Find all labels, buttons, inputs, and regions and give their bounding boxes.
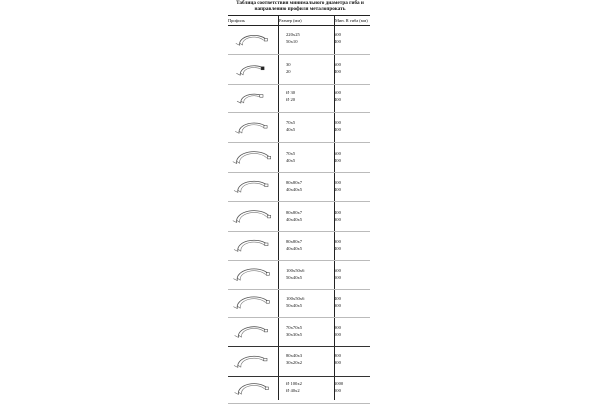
header-size: Размер (мм) bbox=[279, 18, 302, 23]
size-value: 80x80x7 bbox=[286, 210, 303, 215]
size-value: 80x80x7 bbox=[286, 180, 303, 185]
size-cell bbox=[278, 172, 334, 201]
radius-cell bbox=[334, 374, 370, 403]
table-row bbox=[228, 317, 370, 347]
size-cell bbox=[278, 55, 334, 84]
radius-value: 300 bbox=[334, 239, 341, 244]
radius-values bbox=[334, 62, 341, 75]
size-value: 80x80x7 bbox=[286, 239, 303, 244]
profile-cross-section bbox=[264, 358, 267, 361]
profile-inner-edge bbox=[243, 67, 261, 75]
table-row bbox=[228, 202, 370, 232]
flat-strip-bend-icon bbox=[232, 26, 276, 53]
size-value: 40x40x5 bbox=[286, 245, 303, 251]
radius-cell bbox=[334, 231, 370, 260]
size-value: 40x40x5 bbox=[286, 186, 303, 192]
size-values bbox=[286, 268, 304, 281]
profile-cross-section bbox=[265, 243, 268, 246]
table-row bbox=[228, 172, 370, 202]
profile-cross-section bbox=[268, 215, 271, 218]
angle-bend-flat-icon bbox=[232, 203, 276, 230]
radius-value: 500 bbox=[334, 180, 341, 185]
channel-bend-out-icon bbox=[232, 261, 276, 288]
angle-bend-tight-icon bbox=[232, 232, 276, 259]
radius-values bbox=[334, 210, 341, 223]
size-value: 70x5 bbox=[286, 120, 296, 125]
radius-cell bbox=[334, 288, 370, 317]
size-values bbox=[286, 120, 295, 133]
profile-cross-section bbox=[266, 301, 269, 304]
profile-outer-edge bbox=[240, 66, 263, 76]
profile-inner-edge bbox=[241, 328, 264, 337]
radius-value: 400 bbox=[334, 186, 341, 192]
profile-inner-edge bbox=[241, 385, 264, 394]
size-value: 30 bbox=[286, 62, 291, 67]
radius-values bbox=[334, 268, 341, 281]
profile-inner-edge bbox=[242, 125, 264, 133]
radius-values bbox=[334, 32, 341, 45]
radius-value: 600 bbox=[334, 90, 341, 95]
radius-value: 400 bbox=[334, 296, 341, 301]
profile-inner-edge bbox=[240, 271, 265, 281]
profile-inner-edge bbox=[244, 96, 260, 103]
angle-bend-out-icon bbox=[232, 114, 276, 141]
size-value: Ø 40x2 bbox=[286, 387, 300, 393]
size-values bbox=[286, 296, 304, 309]
profile-cross-section bbox=[261, 67, 264, 70]
size-values bbox=[286, 325, 302, 338]
size-value: 50x40x5 bbox=[286, 302, 303, 308]
profile-cross-section bbox=[266, 273, 269, 276]
size-value: 50x40x5 bbox=[286, 274, 303, 280]
round-bar-bend-icon bbox=[232, 84, 276, 111]
size-value: 50x10 bbox=[286, 38, 298, 44]
profile-cross-section bbox=[265, 184, 268, 187]
radius-value: 400 bbox=[334, 245, 341, 251]
radius-values bbox=[334, 180, 341, 193]
radius-value: 400 bbox=[334, 157, 341, 163]
radius-value: 600 bbox=[334, 151, 341, 156]
radius-cell bbox=[334, 317, 370, 346]
radius-cell bbox=[334, 113, 370, 142]
size-cell bbox=[278, 143, 334, 172]
angle-bend-in-icon bbox=[232, 173, 276, 200]
radius-value: 400 bbox=[334, 210, 341, 215]
radius-value: 500 bbox=[334, 331, 341, 337]
document-page bbox=[228, 0, 370, 400]
radius-value: 300 bbox=[334, 302, 341, 308]
rect-tube-bend-icon bbox=[232, 348, 276, 375]
size-value: 100x50x6 bbox=[286, 268, 305, 273]
size-value: 80x40x3 bbox=[286, 353, 303, 358]
profile-cross-section bbox=[268, 156, 271, 159]
size-value: Ø 20 bbox=[286, 96, 296, 102]
size-values bbox=[286, 381, 302, 394]
table-row bbox=[228, 231, 370, 261]
size-cell bbox=[278, 25, 334, 54]
round-tube-bend-icon bbox=[232, 375, 276, 402]
table-row bbox=[228, 55, 370, 85]
radius-value: 600 bbox=[334, 32, 341, 37]
radius-cell bbox=[334, 25, 370, 54]
radius-cell bbox=[334, 260, 370, 289]
radius-cell bbox=[334, 143, 370, 172]
size-cell bbox=[278, 260, 334, 289]
radius-value: 400 bbox=[334, 68, 341, 74]
profile-cross-section bbox=[265, 387, 268, 390]
size-cell bbox=[278, 231, 334, 260]
table-row bbox=[228, 347, 370, 377]
title-line-2: направлению профиля металопрокать bbox=[254, 6, 346, 13]
size-values bbox=[286, 151, 295, 164]
profile-cross-section bbox=[264, 329, 267, 332]
radius-values bbox=[334, 325, 341, 338]
radius-values bbox=[334, 353, 341, 366]
profile-inner-edge bbox=[241, 183, 265, 192]
size-value: 70x70x5 bbox=[286, 325, 303, 330]
radius-cell bbox=[334, 202, 370, 231]
size-values bbox=[286, 62, 291, 75]
size-cell bbox=[278, 83, 334, 112]
radius-values bbox=[334, 120, 341, 133]
radius-value: 600 bbox=[334, 62, 341, 67]
profile-inner-edge bbox=[243, 37, 264, 45]
radius-cell bbox=[334, 55, 370, 84]
size-values bbox=[286, 32, 300, 45]
square-bar-bend-icon bbox=[232, 56, 276, 83]
profile-inner-edge bbox=[240, 212, 267, 222]
size-values bbox=[286, 353, 302, 366]
radius-values bbox=[334, 239, 341, 252]
table-row bbox=[228, 83, 370, 113]
size-cell bbox=[278, 374, 334, 403]
square-tube-bend-icon bbox=[232, 318, 276, 345]
size-value: 40x40x5 bbox=[286, 216, 303, 222]
profile-inner-edge bbox=[241, 358, 264, 367]
table-row bbox=[228, 113, 370, 143]
size-cell bbox=[278, 288, 334, 317]
radius-values bbox=[334, 90, 341, 103]
table-row bbox=[228, 260, 370, 290]
radius-value: 600 bbox=[334, 268, 341, 273]
radius-value: 300 bbox=[334, 359, 341, 365]
radius-value: 500 bbox=[334, 387, 341, 393]
size-values bbox=[286, 239, 302, 252]
radius-cell bbox=[334, 347, 370, 376]
size-value: 20 bbox=[286, 68, 291, 74]
radius-value: 400 bbox=[334, 126, 341, 132]
radius-value: 300 bbox=[334, 216, 341, 222]
radius-cell bbox=[334, 172, 370, 201]
profile-inner-edge bbox=[241, 242, 265, 251]
radius-values bbox=[334, 151, 341, 164]
size-values bbox=[286, 180, 302, 193]
table-row bbox=[228, 143, 370, 173]
size-value: 30x20x2 bbox=[286, 359, 303, 365]
channel-bend-in-icon bbox=[232, 289, 276, 316]
profile-inner-edge bbox=[240, 153, 267, 163]
title-line-1: Таблица соответствия минимального диаметра гиба и bbox=[236, 0, 364, 6]
size-cell bbox=[278, 317, 334, 346]
radius-value: 800 bbox=[334, 353, 341, 358]
radius-value: 400 bbox=[334, 96, 341, 102]
profile-cross-section bbox=[264, 126, 267, 129]
header-profile: Профиль bbox=[228, 18, 245, 23]
radius-values bbox=[334, 296, 341, 309]
radius-value: 900 bbox=[334, 325, 341, 330]
page-title bbox=[230, 0, 370, 13]
profile-cross-section bbox=[260, 95, 263, 98]
radius-value: 400 bbox=[334, 38, 341, 44]
header-radius: Мин. R гиба (мм) bbox=[335, 18, 368, 23]
size-cell bbox=[278, 347, 334, 376]
angle-bend-wide-icon bbox=[232, 144, 276, 171]
size-value: Ø 100x2 bbox=[286, 381, 302, 386]
size-values bbox=[286, 210, 302, 223]
size-cell bbox=[278, 113, 334, 142]
size-cell bbox=[278, 202, 334, 231]
table-row bbox=[228, 25, 370, 55]
size-value: 30x30x5 bbox=[286, 331, 303, 337]
radius-value: 1000 bbox=[334, 381, 344, 386]
radius-values bbox=[334, 381, 343, 394]
size-values bbox=[286, 90, 295, 103]
profile-cross-section bbox=[264, 38, 267, 41]
radius-cell bbox=[334, 83, 370, 112]
size-value: Ø 30 bbox=[286, 90, 296, 95]
radius-value: 500 bbox=[334, 120, 341, 125]
size-value: 100x50x6 bbox=[286, 296, 305, 301]
table-row bbox=[228, 288, 370, 318]
radius-value: 500 bbox=[334, 274, 341, 280]
size-value: 40x5 bbox=[286, 157, 296, 163]
size-value: 70x5 bbox=[286, 151, 296, 156]
profile-inner-edge bbox=[240, 299, 265, 309]
size-value: 220x25 bbox=[286, 32, 300, 37]
size-value: 40x5 bbox=[286, 126, 296, 132]
